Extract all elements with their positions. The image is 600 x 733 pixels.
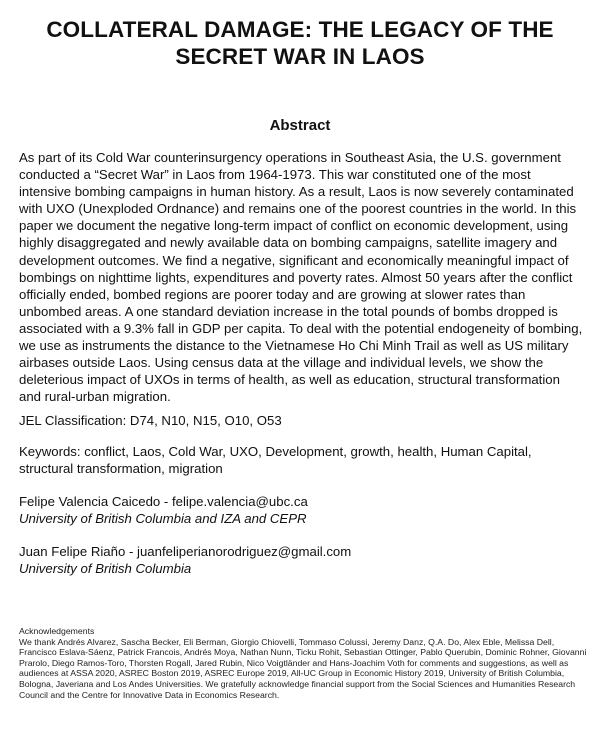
- author-name-email: Felipe Valencia Caicedo - felipe.valencia@ubc.ca: [19, 494, 308, 509]
- paper-title: [20, 16, 580, 70]
- author-name-email: Juan Felipe Riaño - juanfeliperianorodriguez@gmail.com: [19, 544, 352, 559]
- abstract-text: As part of its Cold War counterinsurgency operations in Southeast Asia, the U.S. government conducted a “Secret War” in Laos from 1964-1973. This war constituted one of the most intensive bombing campaigns in human history. As a result, Laos is now severely contaminated with UXO (Unexploded Ordnance) and remains one of the poorest countries in the world. In this paper we document the negative long-term impact of conflict on economic development, using highly disaggregated and newly available data on bombing campaigns, satellite imagery and development outcomes. We find a negative, significant and economically meaningful impact of bombings on nighttime lights, expenditures and poverty rates. Almost 50 years after the conflict officially ended, bombed regions are poorer today and are growing at slower rates than unbombed areas. A one standard deviation increase in the total pounds of bombs dropped is associated with a 9.3% fall in GDP per capita. To deal with the potential endogeneity of bombing, we use as instruments the distance to the Vietnamese Ho Chi Minh Trail as well as US military airbases outside Laos. Using census data at the village and individual levels, we show the deleterious impact of UXOs in terms of health, as well as education, structural transformation and rural-urban migration.: [19, 150, 583, 405]
- acknowledgements-text: We thank Andrés Alvarez, Sascha Becker, Eli Berman, Giorgio Chiovelli, Tommaso Colussi, Jeremy Danz, Q.A. Do, Alex Eble, Melissa Dell, Francisco Eslava-Sáenz, Patrick Francois, Andrés Moya, Nathan Nunn, Ticku Rohit, Sebastian Ottinger, Pablo Querubin, Dominic Rohner, Giovanni Prarolo, Diego Ramos-Toro, Thorsten Rogall, Jared Rubin, Nico Voigtländer and Hans-Joachim Voth for comments and suggestions, as well as audiences at ASSA 2020, ASREC Boston 2019, ASREC Europe 2019, All-UC Group in Economic History 2019, University of British Columbia, Bologna, Javeriana and Los Andes Universities. We gratefully acknowledge financial support from the Social Sciences and Humanities Research Council and the Centre for Innovative Data in Economics Research.: [19, 636, 587, 700]
- acknowledgements-heading: Acknowledgements: [19, 626, 95, 636]
- author-affiliation: University of British Columbia: [19, 561, 192, 577]
- title-line-2: SECRET WAR IN LAOS: [175, 44, 425, 69]
- author-affiliation: University of British Columbia and IZA and CEPR: [19, 511, 307, 527]
- author-block-1: [19, 493, 583, 527]
- keywords: Keywords: conflict, Laos, Cold War, UXO, Development, growth, health, Human Capital, structural transformation, migration: [19, 444, 532, 477]
- author-block-2: [19, 543, 583, 577]
- acknowledgements: [19, 626, 587, 700]
- title-line-1: COLLATERAL DAMAGE: THE LEGACY OF THE: [46, 17, 554, 42]
- jel-classification: JEL Classification: D74, N10, N15, O10, O53: [19, 413, 282, 428]
- abstract-heading: Abstract: [269, 117, 331, 134]
